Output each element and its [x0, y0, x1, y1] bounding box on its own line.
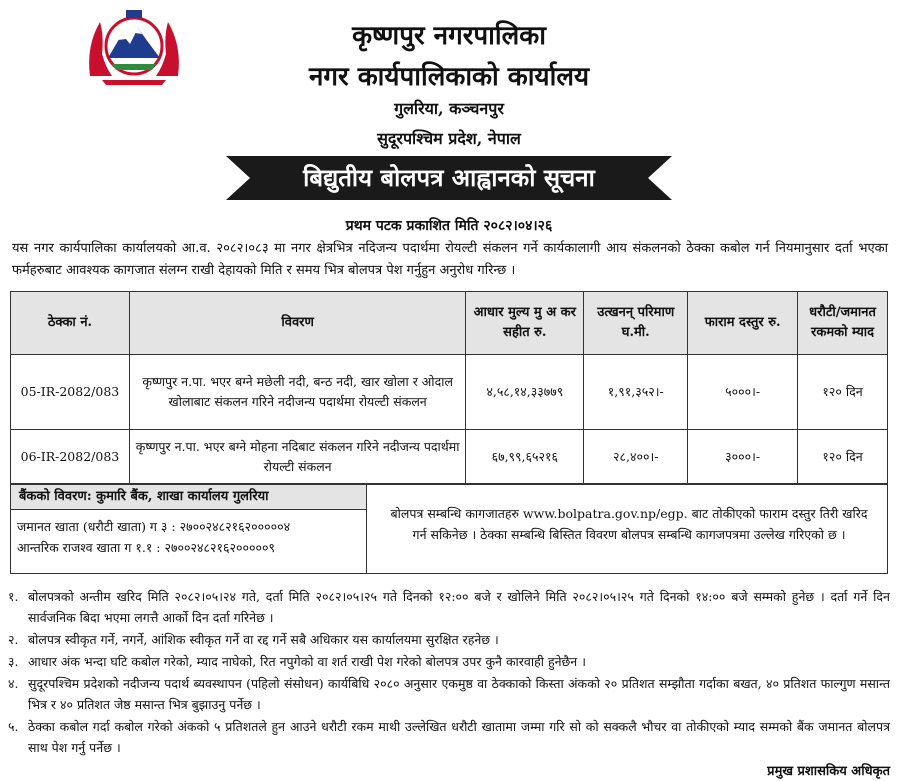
note-number: १.	[8, 589, 19, 604]
document-info: बोलपत्र सम्बन्धि कागजातहरु www.bolpatra.gov.np/egp. बाट तोकीएको फाराम दस्तुर तिरी खरिद गर्न सकिनेछ । ठेक्का सम्बन्धि बिस्तित विवरण बोलपत्र सम्बन्धि कागजपत्रमा उल्लेख गरिएको छ ।	[390, 506, 868, 542]
cell-base-price: ४,५८,१४,३३७७९	[466, 355, 584, 430]
note-number: २.	[8, 632, 19, 647]
cell-base-price: ६७,९९,६५२१६	[466, 430, 584, 484]
col-header-form-fee: फाराम दस्तुर रु.	[688, 292, 798, 355]
bank-title: बैंकको विवरण: कुमारि बैंक, शाखा कार्यालय गुलरिया	[11, 485, 366, 510]
cell-quantity: १,९१,३५२।-	[584, 355, 688, 430]
table-header-row	[11, 292, 888, 355]
bank-accounts	[11, 485, 367, 573]
note-number: ३.	[8, 654, 19, 669]
cell-contract-no: 05-IR-2082/083	[11, 355, 130, 430]
office-name: नगर कार्यपालिकाको कार्यालय	[308, 62, 590, 92]
note-number: ५.	[8, 719, 19, 734]
col-header-contract-no: ठेक्का नं.	[11, 292, 130, 355]
note-text: ठेक्का कबोल गर्दा कबोल गरेको अंकको ५ प्रतिशतले हुन आउने धरौटी रकम माथी उल्लेखित धरौटी खातामा जम्मा गरि सो को सक्कलै भौचर वा तोकीएको म्याद सम्मको बैंक जमानत बोलपत्र साथ पेश गर्नु पर्नेछ ।	[28, 719, 890, 755]
revenue-account: आन्तरिक राजश्व खाता ग १.१ : २७००२४८२१६२०००००९	[17, 540, 275, 555]
list-item	[8, 716, 890, 758]
notice-banner	[226, 156, 672, 200]
cell-description: कृष्णपुर न.पा. भएर बग्ने मोहना नदिबाट संकलन गरिने नदीजन्य पदार्थमा रोयल्टी संकलन	[129, 430, 465, 484]
list-item	[8, 629, 890, 650]
bank-details-box	[10, 484, 888, 574]
list-item	[8, 673, 890, 715]
cell-description: कृष्णपुर न.पा. भएर बग्ने मछेली नदी, बन्ठ नदी, खार खोला र ओदाल खोलाबाट संकलन गरिने नदीजन्य पदार्थमा रोयल्टी संकलन	[129, 355, 465, 430]
col-header-quantity: उत्खनन् परिमाण घ.मी.	[584, 292, 688, 355]
cell-validity: १२० दिन	[798, 430, 888, 484]
office-address: गुलरिया, कञ्चनपुर	[394, 99, 504, 118]
cell-contract-no: 06-IR-2082/083	[11, 430, 130, 484]
published-date: प्रथम पटक प्रकाशित मिति २०८२।०४।२६	[345, 218, 553, 234]
list-item	[8, 651, 890, 672]
cell-form-fee: ५०००।-	[688, 355, 798, 430]
banner-title: बिद्युतीय बोलपत्र आह्वानको सूचना	[303, 163, 595, 192]
col-header-validity: धरौटी/जमानत रकमको म्याद	[798, 292, 888, 355]
province-name: सुदूरपश्चिम प्रदेश, नेपाल	[377, 129, 521, 148]
table-row	[11, 355, 888, 430]
note-text: आधार अंक भन्दा घटि कबोल गरेको, म्याद नाघेको, रित नपुगेको वा शर्त राखी पेश गरेको बोलपत्र उपर कुनै कारवाही हुनेछैन ।	[28, 654, 586, 669]
table-row	[11, 430, 888, 484]
note-number: ४.	[8, 676, 19, 691]
signature-title: प्रमुख प्रशासकिय अधिकृत	[767, 764, 890, 779]
cell-form-fee: ३०००।-	[688, 430, 798, 484]
col-header-base-price: आधार मुल्य मु अ कर सहीत रु.	[466, 292, 584, 355]
note-text: बोलपत्रको अन्तीम खरिद मिति २०८२।०५।२४ गते, दर्ता मिति २०८२।०५।२५ गते दिनको १२:०० बजे र खोलिने मिति २०८२।०५।२५ गते दिनको १४:०० बजे सम्मको हुनेछ । दर्ता गर्ने दिन सार्वजनिक बिदा भएमा लगत्तै आर्को दिन दर्ता गरिनेछ ।	[28, 589, 890, 625]
note-text: सुदूरपश्चिम प्रदेशको नदीजन्य पदार्थ ब्यवस्थापन (पहिलो संसोधन) कार्यबिधि २०८० अनुसार एकमुष्ठ वा ठेक्काको किस्ता अंकको २० प्रतिशत सम्झौता गर्दाका बखत, ४० प्रतिशत फाल्गुण मसान्त भित्र र ४० प्रतिशत जेष्ठ मसान्त भित्र बुझाउनु पर्नेछ ।	[28, 676, 890, 712]
note-text: बोलपत्र स्वीकृत गर्ने, नगर्ने, आंशिक स्वीकृत गर्ने वा रद्द गर्ने सबै अधिकार यस कार्यालयमा सुरक्षित रहनेछ ।	[28, 632, 499, 647]
intro-paragraph: यस नगर कार्यपालिका कार्यालयको आ.व. २०८२।०८३ मा नगर क्षेत्रभित्र नदिजन्य पदार्थमा रोयल्टी संकलन गर्ने कार्यकालागी आय संकलनको ठेक्का कबोल गर्न नियमानुसार दर्ता भएका फर्महरुबाट आवश्यक कागजात संलग्न राखी देहायको मिति र समय भित्र बोलपत्र पेश गर्नुहुन अनुरोध गरिन्छ ।	[12, 241, 888, 278]
deposit-account: जमानत खाता (धरौटी खाता) ग ३ : २७००२४८२१६२०००००४	[17, 519, 291, 534]
terms-list	[8, 586, 890, 759]
list-item	[8, 586, 890, 628]
municipality-name: कृष्णपुर नगरपालिका	[352, 21, 546, 51]
col-header-description: विवरण	[129, 292, 465, 355]
cell-quantity: २८,४००।-	[584, 430, 688, 484]
cell-validity: १२० दिन	[798, 355, 888, 430]
tender-table	[10, 291, 888, 484]
